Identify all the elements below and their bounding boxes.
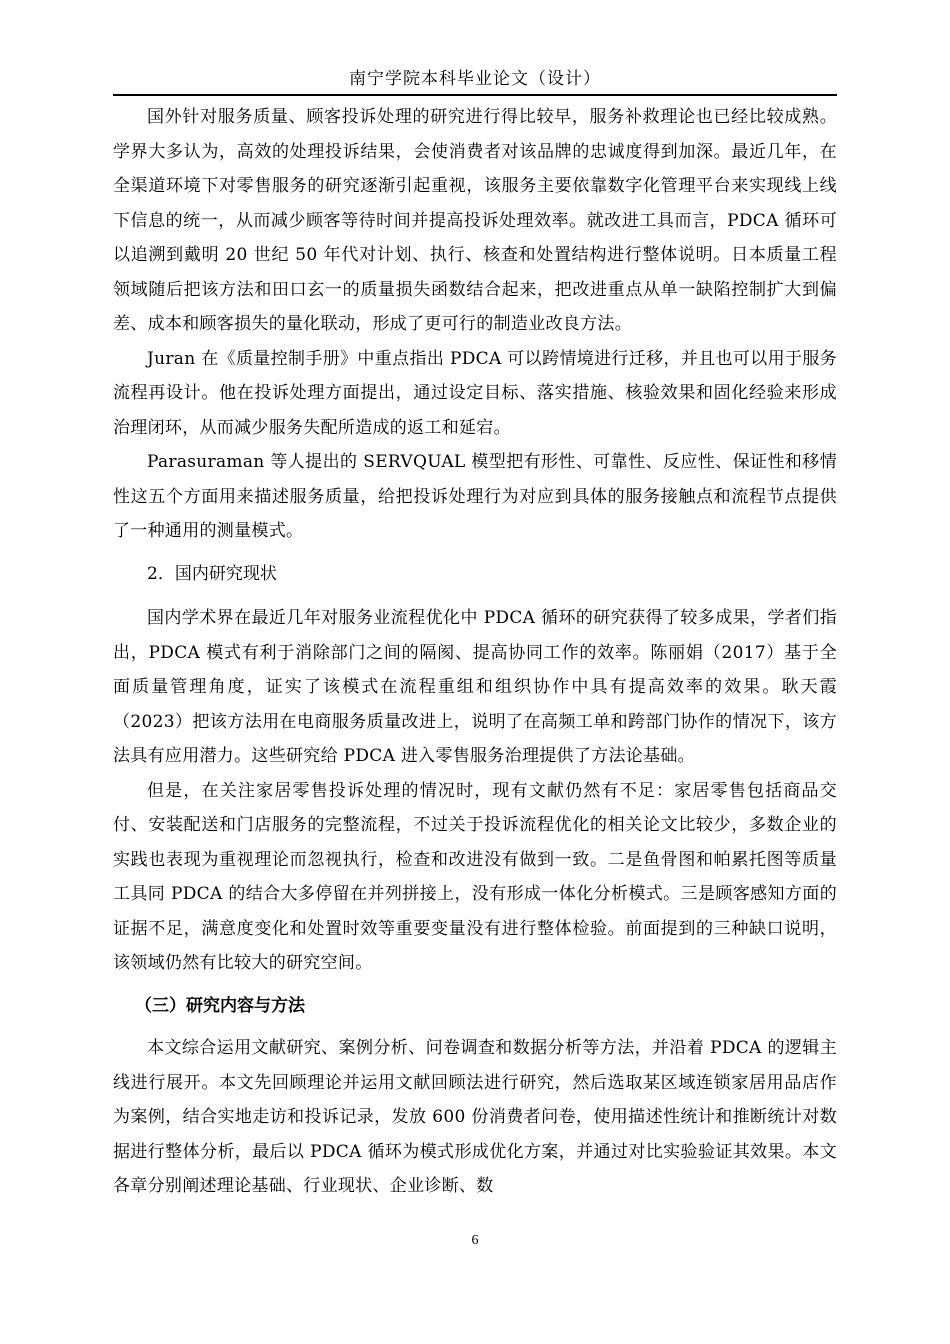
paragraph-research-gaps: 但是，在关注家居零售投诉处理的情况时，现有文献仍然有不足：家居零售包括商品交付、安装配送和门店服务的完整流程，不过关于投诉流程优化的相关论文比较少，多数企业的实践也表现为重视理论而忽视执行，检查和改进没有做到一致。二是鱼骨图和帕累托图等质量工具同 PDCA 的结合大多停留在并列拼接上，没有形成一体化分析模式。三是顾客感知方面的证据不足，满意度变化和处置时效等重要变量没有进行整体检验。前面提到的三种缺口说明，该领域仍然有比较大的研究空间。: [113, 780, 837, 973]
header-title: 南宁学院本科毕业论文（设计）: [349, 69, 601, 89]
paragraph-domestic-research: 国内学术界在最近几年对服务业流程优化中 PDCA 循环的研究获得了较多成果，学者们指出，PDCA 模式有利于消除部门之间的隔阂、提高协同工作的效率。陈丽娟（2017）基于全面质量管理角度，证实了该模式在流程重组和组织协作中具有提高效率的效果。耿天霞（2023）把该方法用在电商服务质量改进上，说明了在高频工单和跨部门协作的情况下，该方法具有应用潜力。这些研究给 PDCA 进入零售服务治理提供了方法论基础。: [113, 608, 837, 766]
paragraph-servqual: Parasuraman 等人提出的 SERVQUAL 模型把有形性、可靠性、反应性、保证性和移情性这五个方面用来描述服务质量，给把投诉处理行为对应到具体的服务接触点和流程节点提供了一种通用的测量模式。: [113, 452, 837, 541]
paragraph-juran: Juran 在《质量控制手册》中重点指出 PDCA 可以跨情境进行迁移，并且也可以用于服务流程再设计。他在投诉处理方面提出，通过设定目标、落实措施、核验效果和固化经验来形成治理闭环，从而减少服务失配所造成的返工和延宕。: [113, 348, 837, 438]
subheading-domestic-research: 2．国内研究现状: [147, 563, 277, 584]
page-number: 6: [471, 1233, 479, 1248]
page-header: [113, 68, 837, 96]
paragraph-foreign-research: 国外针对服务质量、顾客投诉处理的研究进行得比较早，服务补救理论也已经比较成熟。学界大多认为，高效的处理投诉结果，会使消费者对该品牌的忠诚度得到加深。最近几年，在全渠道环境下对零售服务的研究逐渐引起重视，该服务主要依靠数字化管理平台来实现线上线下信息的统一，从而减少顾客等待时间并提高投诉处理效率。就改进工具而言，PDCA 循环可以追溯到戴明 20 世纪 50 年代对计划、执行、核查和处置结构进行整体说明。日本质量工程领域随后把该方法和田口玄一的质量损失函数结合起来，把改进重点从单一缺陷控制扩大到偏差、成本和顾客损失的量化联动，形成了更可行的制造业改良方法。: [113, 107, 837, 334]
document-body: [113, 100, 837, 1204]
paragraph-methods: 本文综合运用文献研究、案例分析、问卷调查和数据分析等方法，并沿着 PDCA 的逻辑主线进行展开。本文先回顾理论并运用文献回顾法进行研究，然后选取某区域连锁家居用品店作为案例，结合实地走访和投诉记录，发放 600 份消费者问卷，使用描述性统计和推断统计对数据进行整体分析，最后以 PDCA 循环为模式形成优化方案，并通过对比实验验证其效果。本文各章分别阐述理论基础、行业现状、企业诊断、数: [113, 1038, 837, 1196]
section-heading-content-methods: （三）研究内容与方法: [135, 995, 305, 1016]
